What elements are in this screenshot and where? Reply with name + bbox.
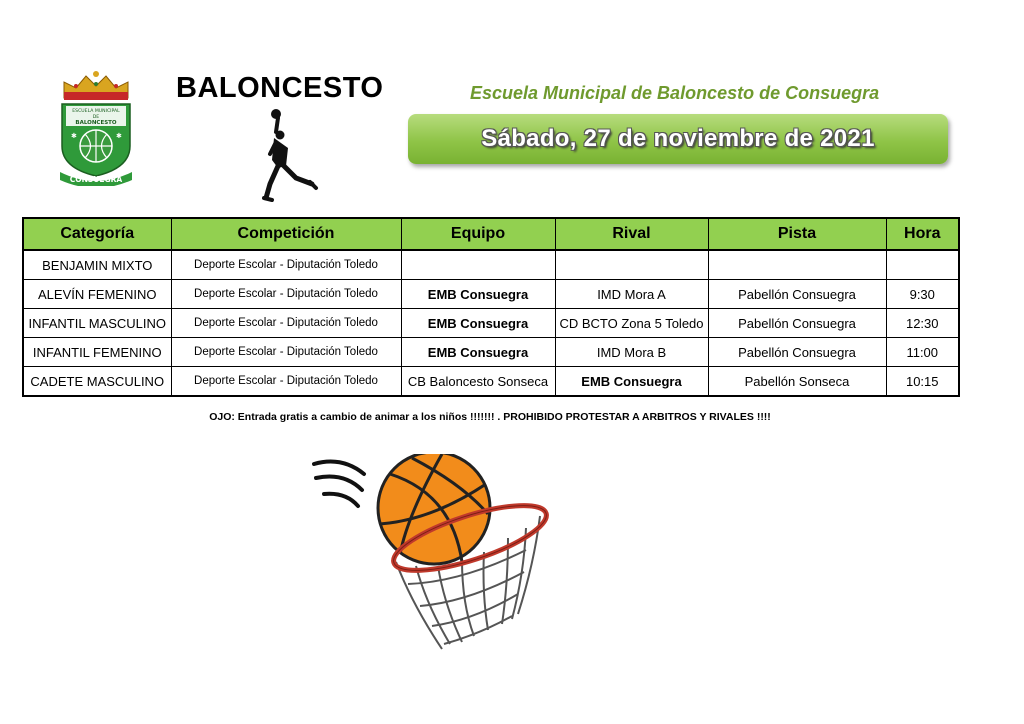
cell-equipo: EMB Consuegra — [401, 280, 555, 309]
header-pista: Pista — [708, 218, 886, 250]
cell-hora: 11:00 — [886, 338, 959, 367]
cell-categoria: INFANTIL MASCULINO — [23, 309, 171, 338]
cell-categoria: BENJAMIN MIXTO — [23, 250, 171, 280]
cell-competicion: Deporte Escolar - Diputación Toledo — [171, 280, 401, 309]
cell-rival: CD BCTO Zona 5 Toledo — [555, 309, 708, 338]
match-schedule-table — [22, 217, 960, 397]
cell-categoria: INFANTIL FEMENINO — [23, 338, 171, 367]
match-date: Sábado, 27 de noviembre de 2021 — [481, 125, 875, 152]
crest-town: CONSUEGRA — [69, 175, 123, 184]
cell-hora: 12:30 — [886, 309, 959, 338]
cell-equipo: EMB Consuegra — [401, 309, 555, 338]
table-row — [23, 280, 959, 309]
page-title: BALONCESTO — [176, 72, 384, 104]
date-banner — [408, 114, 948, 164]
basketball-player-icon — [256, 108, 322, 208]
table-row — [23, 338, 959, 367]
cell-hora: 10:15 — [886, 367, 959, 397]
header-equipo: Equipo — [401, 218, 555, 250]
cell-rival: EMB Consuegra — [555, 367, 708, 397]
cell-rival: IMD Mora B — [555, 338, 708, 367]
cell-equipo: CB Baloncesto Sonseca — [401, 367, 555, 397]
crest-line-2: DE — [92, 115, 100, 120]
crest-line-1: ESCUELA MUNICIPAL — [72, 109, 120, 114]
star-icon: ✱ — [116, 133, 122, 140]
table-header-row — [23, 218, 959, 250]
cell-pista: Pabellón Consuegra — [708, 309, 886, 338]
school-name: Escuela Municipal de Baloncesto de Consuegra — [470, 83, 880, 103]
table-row — [23, 309, 959, 338]
header-hora: Hora — [886, 218, 959, 250]
cell-hora: 9:30 — [886, 280, 959, 309]
cell-pista — [708, 250, 886, 280]
table-row — [23, 250, 959, 280]
cell-hora — [886, 250, 959, 280]
header-rival: Rival — [555, 218, 708, 250]
consuegra-basketball-crest-logo — [56, 68, 136, 186]
cell-competicion: Deporte Escolar - Diputación Toledo — [171, 367, 401, 397]
cell-categoria: CADETE MASCULINO — [23, 367, 171, 397]
cell-pista: Pabellón Sonseca — [708, 367, 886, 397]
cell-equipo — [401, 250, 555, 280]
cell-rival — [555, 250, 708, 280]
cell-rival: IMD Mora A — [555, 280, 708, 309]
cell-equipo: EMB Consuegra — [401, 338, 555, 367]
star-icon: ✱ — [71, 133, 77, 140]
cell-categoria: ALEVÍN FEMENINO — [23, 280, 171, 309]
crest-line-3: BALONCESTO — [75, 120, 117, 126]
basketball-hoop-icon — [312, 454, 552, 654]
cell-pista: Pabellón Consuegra — [708, 338, 886, 367]
cell-competicion: Deporte Escolar - Diputación Toledo — [171, 338, 401, 367]
cell-competicion: Deporte Escolar - Diputación Toledo — [171, 250, 401, 280]
cell-competicion: Deporte Escolar - Diputación Toledo — [171, 309, 401, 338]
table-row — [23, 367, 959, 397]
cell-pista: Pabellón Consuegra — [708, 280, 886, 309]
notice-text: OJO: Entrada gratis a cambio de animar a los niños !!!!!!! . PROHIBIDO PROTESTAR A ARBITROS Y RIVALES !!!! — [209, 411, 771, 423]
header-categoria: Categoría — [23, 218, 171, 250]
header-competicion: Competición — [171, 218, 401, 250]
